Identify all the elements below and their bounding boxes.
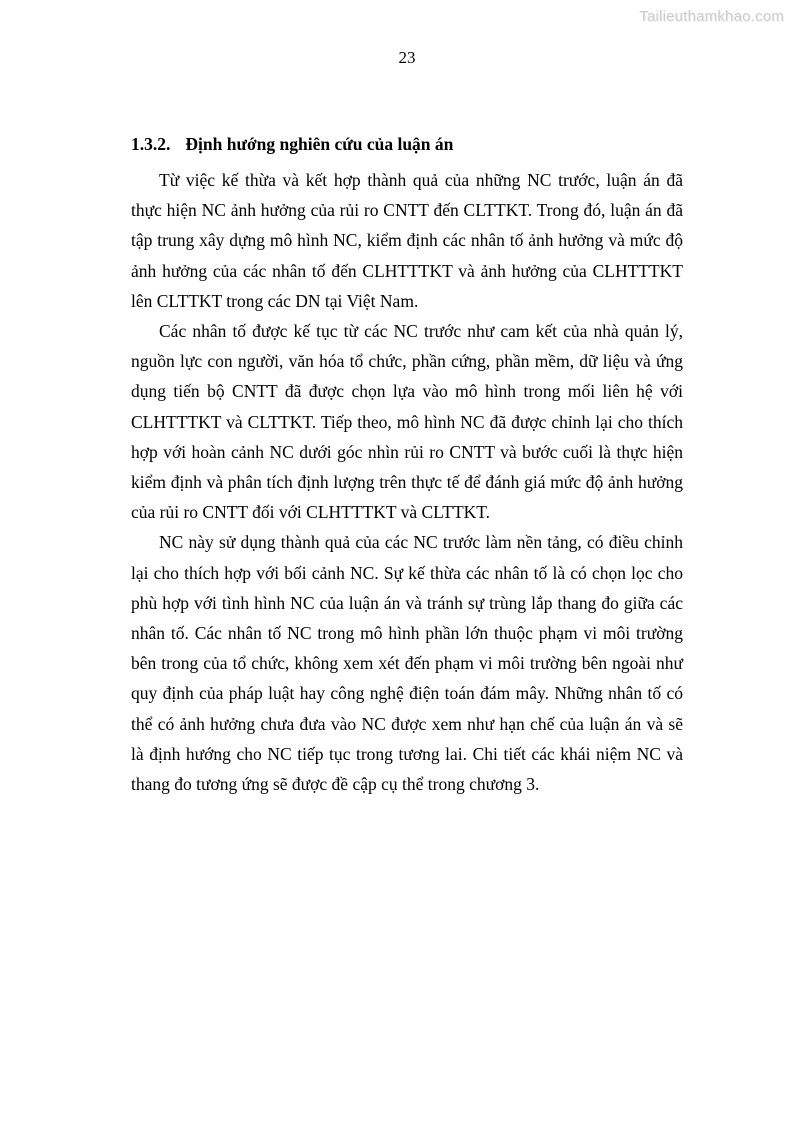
section-heading-number: 1.3.2. bbox=[131, 134, 171, 154]
watermark-text: Tailieuthamkhao.com bbox=[639, 8, 784, 25]
paragraph: Từ việc kế thừa và kết hợp thành quả của những NC trước, luận án đã thực hiện NC ảnh hưởng của rủi ro CNTT đến CLTTKT. Trong đó, luận án đã tập trung xây dựng mô hình NC, kiểm định các nhân tố ảnh hưởng và mức độ ảnh hưởng của các nhân tố đến CLHTTTKT và ảnh hưởng của CLHTTTKT lên CLTTKT trong các DN tại Việt Nam. bbox=[131, 170, 683, 311]
paragraph: NC này sử dụng thành quả của các NC trước làm nền tảng, có điều chỉnh lại cho thích hợp với bối cảnh NC. Sự kế thừa các nhân tố là có chọn lọc cho phù hợp với tình hình NC của luận án và tránh sự trùng lắp thang đo giữa các nhân tố. Các nhân tố NC trong mô hình phần lớn thuộc phạm vi môi trường bên trong của tổ chức, không xem xét đến phạm vi môi trường bên ngoài như quy định của pháp luật hay công nghệ điện toán đám mây. Những nhân tố có thể có ảnh hưởng chưa đưa vào NC được xem như hạn chế của luận án và sẽ là định hướng cho NC tiếp tục trong tương lai. Chi tiết các khái niệm NC và thang đo tương ứng sẽ được đề cập cụ thể trong chương 3. bbox=[131, 532, 683, 795]
page-number: 23 bbox=[398, 48, 416, 67]
section-heading bbox=[131, 130, 683, 158]
page-content bbox=[131, 130, 683, 799]
section-heading-title: Định hướng nghiên cứu của luận án bbox=[185, 134, 454, 154]
paragraph: Các nhân tố được kế tục từ các NC trước như cam kết của nhà quản lý, nguồn lực con người, văn hóa tổ chức, phần cứng, phần mềm, dữ liệu và ứng dụng tiến bộ CNTT đã được chọn lựa vào mô hình trong mối liên hệ với CLHTTTKT và CLTTKT. Tiếp theo, mô hình NC đã được chỉnh lại cho thích hợp với hoàn cảnh NC dưới góc nhìn rủi ro CNTT và bước cuối là thực hiện kiểm định và phân tích định lượng trên thực tế để đánh giá mức độ ảnh hưởng của rủi ro CNTT đối với CLHTTTKT và CLTTKT. bbox=[131, 321, 683, 523]
